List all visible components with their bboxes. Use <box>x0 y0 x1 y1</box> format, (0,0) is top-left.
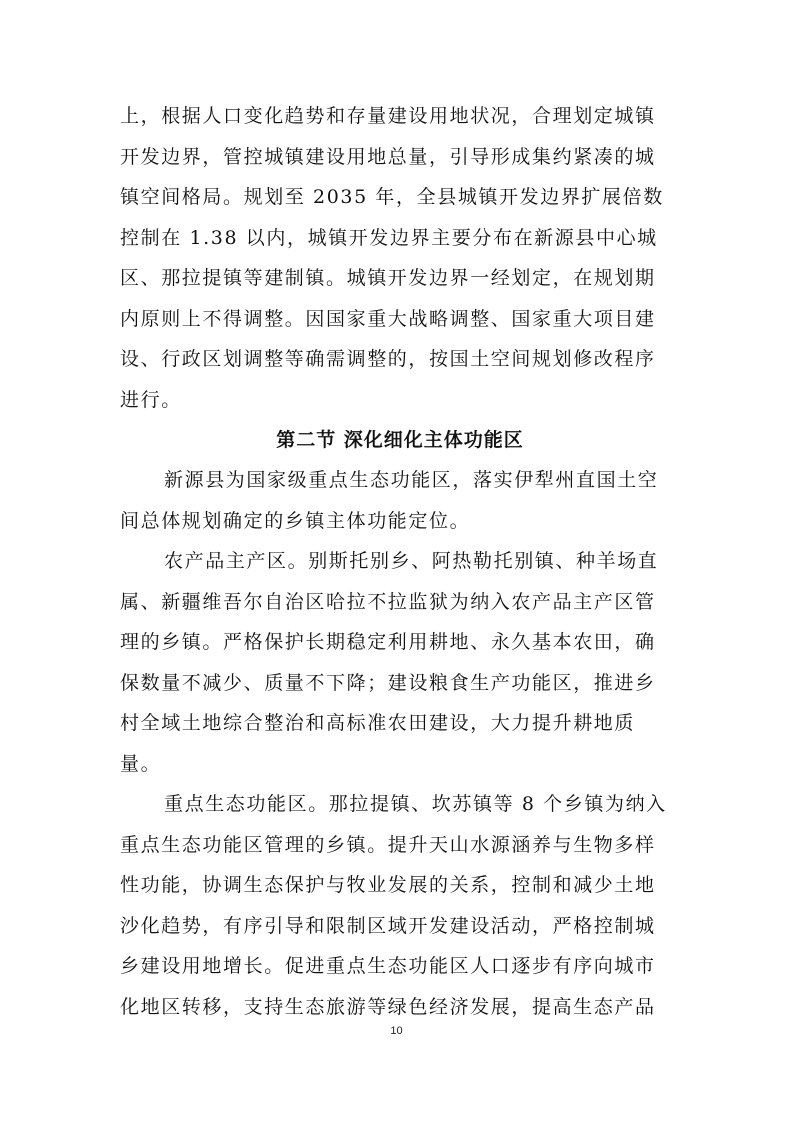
text-line: 开发边界，管控城镇建设用地总量，引导形成集约紧凑的城 <box>120 145 656 168</box>
text-line: 间总体规划确定的乡镇主体功能定位。 <box>120 509 471 532</box>
text-line: 属、新疆维吾尔自治区哈拉不拉监狱为纳入农产品主产区管 <box>120 590 656 613</box>
text-line: 控制在 1.38 以内，城镇开发边界主要分布在新源县中心城 <box>120 226 658 249</box>
text-line: 性功能，协调生态保护与牧业发展的关系，控制和减少土地 <box>120 874 656 896</box>
text-line: 农产品主产区。别斯托别乡、阿热勒托别镇、种羊场直 <box>164 550 659 572</box>
section-heading: 第二节 深化细化主体功能区 <box>276 429 524 451</box>
text-line: 量。 <box>120 752 162 775</box>
text-line: 化地区转移，支持生态旅游等绿色经济发展，提高生态产品 <box>120 995 656 1018</box>
page-number: 10 <box>390 1025 403 1037</box>
document-body <box>120 96 680 1027</box>
text-line: 镇空间格局。规划至 2035 年，全县城镇开发边界扩展倍数 <box>120 186 664 208</box>
paragraph-ecological-zone <box>120 784 680 1027</box>
text-line: 保数量不减少、质量不下降；建设粮食生产功能区，推进乡 <box>120 671 656 694</box>
text-line: 理的乡镇。严格保护长期稳定利用耕地、永久基本农田，确 <box>120 631 656 653</box>
paragraph-continued <box>120 96 680 420</box>
text-line: 上，根据人口变化趋势和存量建设用地状况，合理划定城镇 <box>120 105 656 127</box>
text-line: 重点生态功能区管理的乡镇。提升天山水源涵养与生物多样 <box>120 833 656 856</box>
paragraph-county-overview <box>120 460 680 541</box>
text-line: 沙化趋势，有序引导和限制区域开发建设活动，严格控制城 <box>120 914 656 937</box>
text-line: 进行。 <box>120 388 182 411</box>
text-line: 村全域土地综合整治和高标准农田建设，大力提升耕地质 <box>120 712 636 734</box>
text-line: 重点生态功能区。那拉提镇、坎苏镇等 8 个乡镇为纳入 <box>164 793 667 815</box>
text-line: 区、那拉提镇等建制镇。城镇开发边界一经划定，在规划期 <box>120 267 656 289</box>
text-line: 设、行政区划调整等确需调整的，按国土空间规划修改程序 <box>120 348 656 370</box>
paragraph-agricultural-zone <box>120 541 680 784</box>
text-line: 新源县为国家级重点生态功能区，落实伊犁州直国土空 <box>164 469 659 491</box>
text-line: 乡建设用地增长。促进重点生态功能区人口逐步有序向城市 <box>120 955 656 977</box>
text-line: 内原则上不得调整。因国家重大战略调整、国家重大项目建 <box>120 307 656 330</box>
